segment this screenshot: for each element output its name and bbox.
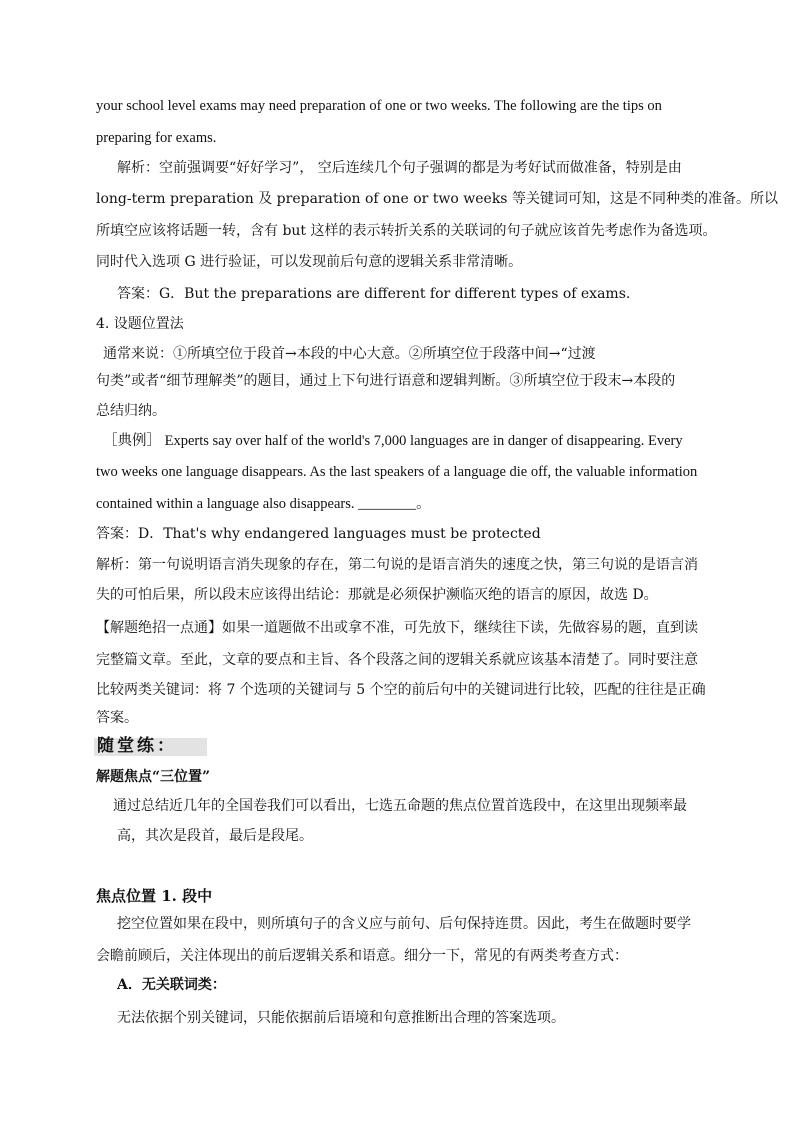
tip-line-1: 【解题绝招一点通】如果一道题做不出或拿不准，可先放下，继续往下读，先做容易的题，直到读	[96, 620, 698, 636]
example-line-2: two weeks one language disappears. As the last speakers of a language die off, the valuable information	[96, 464, 698, 480]
example-line-1: ［典例］ Experts say over half of the world's 7,000 languages are in danger of disappearing. Every	[103, 433, 683, 449]
subheading-a-line: 无法依据个别关键词，只能依据前后语境和句意推断出合理的答案选项。	[117, 1010, 565, 1026]
answer-line-g: 答案：G．But the preparations are different for different types of exams.	[117, 286, 631, 302]
explanation-line-2: 失的可怕后果，所以段末应该得出结论：那就是必须保护濒临灭绝的语言的原因，故选 D。	[96, 587, 658, 603]
method-line-2: 句类”或者“细节理解类”的题目，通过上下句进行语意和逻辑判断。③所填空位于段末→本段的	[96, 373, 676, 389]
example-line-3: contained within a language also disappears. ________。	[96, 496, 431, 512]
position-line-2: 会瞻前顾后，关注体现出的前后逻辑关系和语意。细分一下，常见的有两类考查方式：	[96, 948, 628, 964]
analysis-line-1: 解析：空前强调要“好好学习”， 空后连续几个句子强调的都是为考好试而做准备，特别是由	[117, 160, 682, 176]
position-heading: 焦点位置 1. 段中	[96, 887, 213, 905]
passage-line-2: preparing for exams.	[96, 130, 217, 146]
passage-line-1: your school level exams may need preparation of one or two weeks. The following are the tips on	[96, 98, 662, 114]
subheading-a: A．无关联词类：	[117, 977, 226, 993]
method-line-3: 总结归纳。	[96, 403, 166, 419]
method-line-1: 通常来说：①所填空位于段首→本段的中心大意。②所填空位于段落中间→“过渡	[103, 346, 596, 362]
analysis-line-2: long-term preparation 及 preparation of one or two weeks 等关键词可知，这是不同种类的准备。所以	[96, 191, 778, 207]
focus-line-2: 高，其次是段首，最后是段尾。	[117, 828, 313, 844]
method-heading: 4. 设题位置法	[96, 316, 184, 332]
answer-line-d: 答案：D．That's why endangered languages must be protected	[96, 526, 541, 542]
analysis-line-3: 所填空应该将话题一转，含有 but 这样的表示转折关系的关联词的句子就应该首先考虑作为备选项。	[96, 223, 717, 239]
position-line-1: 挖空位置如果在段中，则所填句子的含义应与前句、后句保持连贯。因此，考生在做题时要学	[117, 916, 691, 932]
analysis-line-4: 同时代入选项 G 进行验证，可以发现前后句意的逻辑关系非常清晰。	[96, 254, 523, 270]
focus-line-1: 通过总结近几年的全国卷我们可以看出，七选五命题的焦点位置首选段中，在这里出现频率最	[113, 798, 687, 814]
section-title: 随堂练：	[97, 736, 177, 756]
explanation-line-1: 解析：第一句说明语言消失现象的存在，第二句说的是语言消失的速度之快，第三句说的是语言消	[96, 557, 698, 573]
tip-line-2: 完整篇文章。至此，文章的要点和主旨、各个段落之间的逻辑关系就应该基本清楚了。同时要注意	[96, 652, 698, 668]
focus-heading: 解题焦点“三位置”	[96, 769, 211, 785]
tip-line-3: 比较两类关键词：将 7 个选项的关键词与 5 个空的前后句中的关键词进行比较，匹配的往往是正确	[96, 682, 706, 698]
tip-line-4: 答案。	[96, 710, 138, 726]
